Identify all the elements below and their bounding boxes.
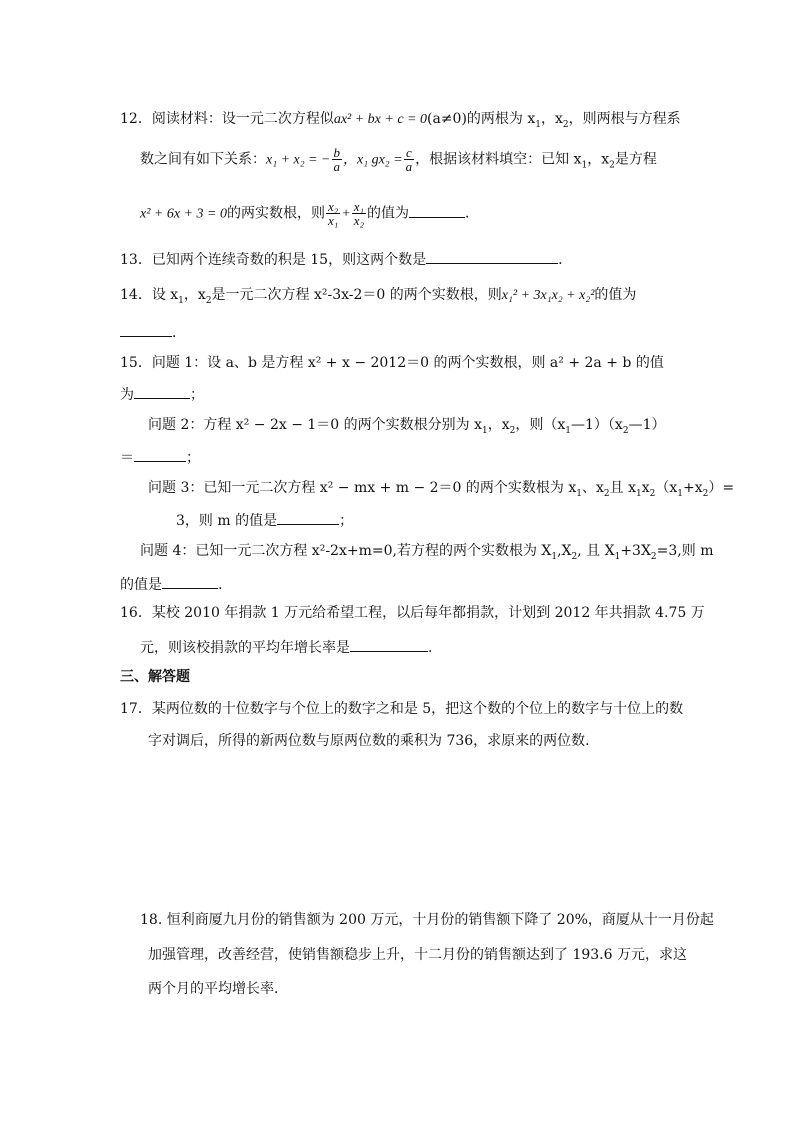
fraction-b-over-a: [332, 146, 343, 173]
q15-p4-line2: [120, 574, 222, 594]
q15-text: ；: [186, 450, 200, 466]
q12-text: 数之间有如下关系：: [140, 151, 266, 168]
denominator: x₂: [353, 213, 365, 228]
q12-text: ，x: [587, 151, 610, 168]
answer-blank[interactable]: [350, 637, 428, 652]
q15-p2-line1: [148, 416, 665, 434]
denominator: a: [333, 159, 341, 174]
denominator: x₁: [327, 213, 339, 228]
q16-text: 元，则该校捐款的平均年增长率是: [140, 640, 350, 656]
q14-text: ，x: [183, 287, 206, 303]
q18-text: 18. 恒利商厦九月份的销售额为 200 万元，十月份的销售额下降了 20%，商厦从十一月份起: [140, 912, 714, 928]
subscript: 1: [535, 119, 542, 130]
numerator: x₁: [353, 199, 365, 214]
denominator: a: [405, 159, 413, 174]
q16-line1: [120, 604, 705, 622]
answer-blank[interactable]: [134, 447, 186, 462]
subscript: 2: [205, 295, 212, 306]
q17-text: 字对调后，所得的新两位数与原两位数的乘积为 736，求原来的两位数.: [148, 733, 590, 749]
q12-text: ，根据该材料填空：已知 x: [415, 151, 582, 168]
q15-p1-line1: [120, 354, 664, 372]
q15-text: 问题 4：已知一元二次方程 x²-2x+m=0,若方程的两个实数根为 X: [140, 543, 552, 559]
fraction-x1-over-x2: [352, 200, 366, 227]
q15-text: —1）（x: [571, 417, 623, 433]
answer-blank[interactable]: [277, 510, 339, 525]
q13-text: 13．已知两个连续奇数的积是 15，则这两个数是: [120, 252, 427, 268]
numerator: b: [333, 145, 341, 160]
q18-text: 加强管理，改善经营，使销售额稳步上升，十二月份的销售额达到了 193.6 万元，求这: [148, 947, 687, 963]
q14-line2: [120, 322, 186, 342]
subscript: 2: [702, 488, 709, 499]
q15-text: ；: [190, 387, 204, 403]
q15-text: 为: [120, 387, 134, 403]
subscript: 1: [581, 160, 588, 171]
q14-text: 14．设 x: [120, 287, 179, 303]
q12-line1: [120, 110, 681, 129]
answer-blank[interactable]: [162, 574, 218, 589]
subscript: 2: [609, 160, 615, 171]
answer-blank[interactable]: [134, 384, 190, 399]
q15-text: ，x: [487, 417, 510, 433]
q12-text: 是方程: [614, 151, 657, 168]
subscript: 2: [603, 488, 610, 499]
q15-text: （x: [655, 480, 678, 496]
q15-text: —1）: [628, 417, 666, 433]
subscript: 2: [622, 425, 629, 436]
subscript: 1: [576, 488, 582, 499]
q15-text: 、x: [582, 480, 604, 496]
q12-product-expr: ，x₁ gx₂ =: [343, 152, 403, 168]
q15-text: 15．问题 1：设 a、b 是方程 x² + x − 2012＝0 的两个实数根，则 a² + 2a + b 的值: [120, 355, 664, 371]
q18-line3: [148, 980, 288, 998]
q12-text: 12．阅读材料：设一元二次方程似: [120, 111, 334, 127]
answer-blank[interactable]: [426, 249, 558, 264]
answer-blank[interactable]: [120, 322, 172, 337]
q12-text: 的两实数根，则: [226, 205, 325, 222]
q15-text: x: [641, 480, 650, 496]
q15-text: 且 x: [609, 480, 636, 496]
q13-text: .: [558, 252, 563, 268]
q15-text: ；: [339, 513, 354, 529]
subscript: 1: [482, 425, 488, 436]
subscript: 1: [614, 551, 621, 562]
q12-text: 的值为: [367, 205, 410, 222]
q12-text: ，x: [541, 111, 563, 127]
q15-p1-line2: [120, 384, 204, 404]
subscript: 2: [571, 551, 578, 562]
answer-blank[interactable]: [409, 203, 465, 218]
q14-text: ．: [172, 325, 186, 341]
q18-line1: [140, 911, 714, 929]
q17-text: 17．某两位数的十位数字与个位上的数字之和是 5，把这个数的个位上的数字与十位上的数: [120, 701, 684, 717]
q17-line2: [148, 732, 590, 750]
q15-text: ）=: [708, 480, 735, 496]
fraction-c-over-a: [404, 146, 415, 173]
q14-text: 的值为: [594, 287, 637, 303]
q12-equation-2: x² + 6x + 3 = 0: [140, 206, 227, 222]
section-title: 三、解答题: [120, 669, 190, 685]
q15-text: 3，则 m 的值是: [176, 513, 278, 529]
q15-text: ＝: [120, 450, 134, 466]
q12-text: ．: [465, 205, 480, 222]
q18-line2: [148, 946, 687, 964]
q15-p2-line2: [120, 447, 200, 467]
q16-text: .: [428, 640, 433, 656]
q16-text: 16．某校 2010 年捐款 1 万元给希望工程，以后每年都捐款，计划到 2012 年共捐款 4.75 万: [120, 605, 705, 621]
q12-text: (a≠0)的两根为 x: [427, 111, 536, 127]
q15-text: , 且 X: [577, 543, 615, 559]
q12-text: ，则两根与方程系: [568, 111, 681, 127]
subscript: 1: [565, 425, 572, 436]
subscript: 2: [650, 551, 657, 562]
q15-text: 的值是: [120, 577, 162, 593]
numerator: c: [404, 146, 415, 160]
q15-p3-line1: [148, 479, 734, 497]
q12-equation: ax² + bx + c = 0: [333, 112, 428, 127]
q12-sum-expr: x₁ + x₂ = −: [266, 152, 331, 168]
q14-line1: [120, 286, 636, 305]
subscript: 2: [509, 425, 516, 436]
q15-text: ，则（x: [515, 417, 566, 433]
subscript: 1: [178, 295, 184, 306]
q15-p4-line1: [140, 542, 713, 560]
q14-expression: x₁² + 3x₁x₂ + x₂²: [501, 288, 595, 303]
fraction-x2-over-x1: [326, 200, 340, 227]
q15-text: ,X: [557, 543, 572, 559]
q15-text: +x: [683, 480, 703, 496]
q13: [120, 249, 563, 269]
subscript: 2: [649, 488, 656, 499]
q15-text: 问题 3：已知一元二次方程 x² − mx + m − 2＝0 的两个实数根为 x: [148, 480, 577, 496]
section-heading: [120, 668, 190, 686]
q12-line3: [140, 200, 479, 227]
subscript: 2: [562, 119, 569, 130]
subscript: 1: [551, 551, 558, 562]
plus-sign: +: [341, 206, 351, 222]
subscript: 1: [636, 488, 642, 499]
subscript: 1: [677, 488, 684, 499]
q15-text: 问题 2：方程 x² − 2x − 1＝0 的两个实数根分别为 x: [148, 417, 482, 433]
q16-line2: [140, 637, 432, 657]
q15-text: .: [218, 577, 223, 593]
q15-p3-line2: [176, 510, 353, 530]
q17-line1: [120, 700, 683, 718]
numerator: x₂: [327, 199, 339, 214]
q15-text: +3X: [620, 543, 651, 559]
q18-text: 两个月的平均增长率．: [148, 981, 288, 997]
q14-text: 是一元二次方程 x²-3x-2＝0 的两个实数根，则: [211, 287, 502, 303]
q15-text: =3,则 m: [656, 543, 714, 559]
q12-line2: [140, 146, 657, 173]
